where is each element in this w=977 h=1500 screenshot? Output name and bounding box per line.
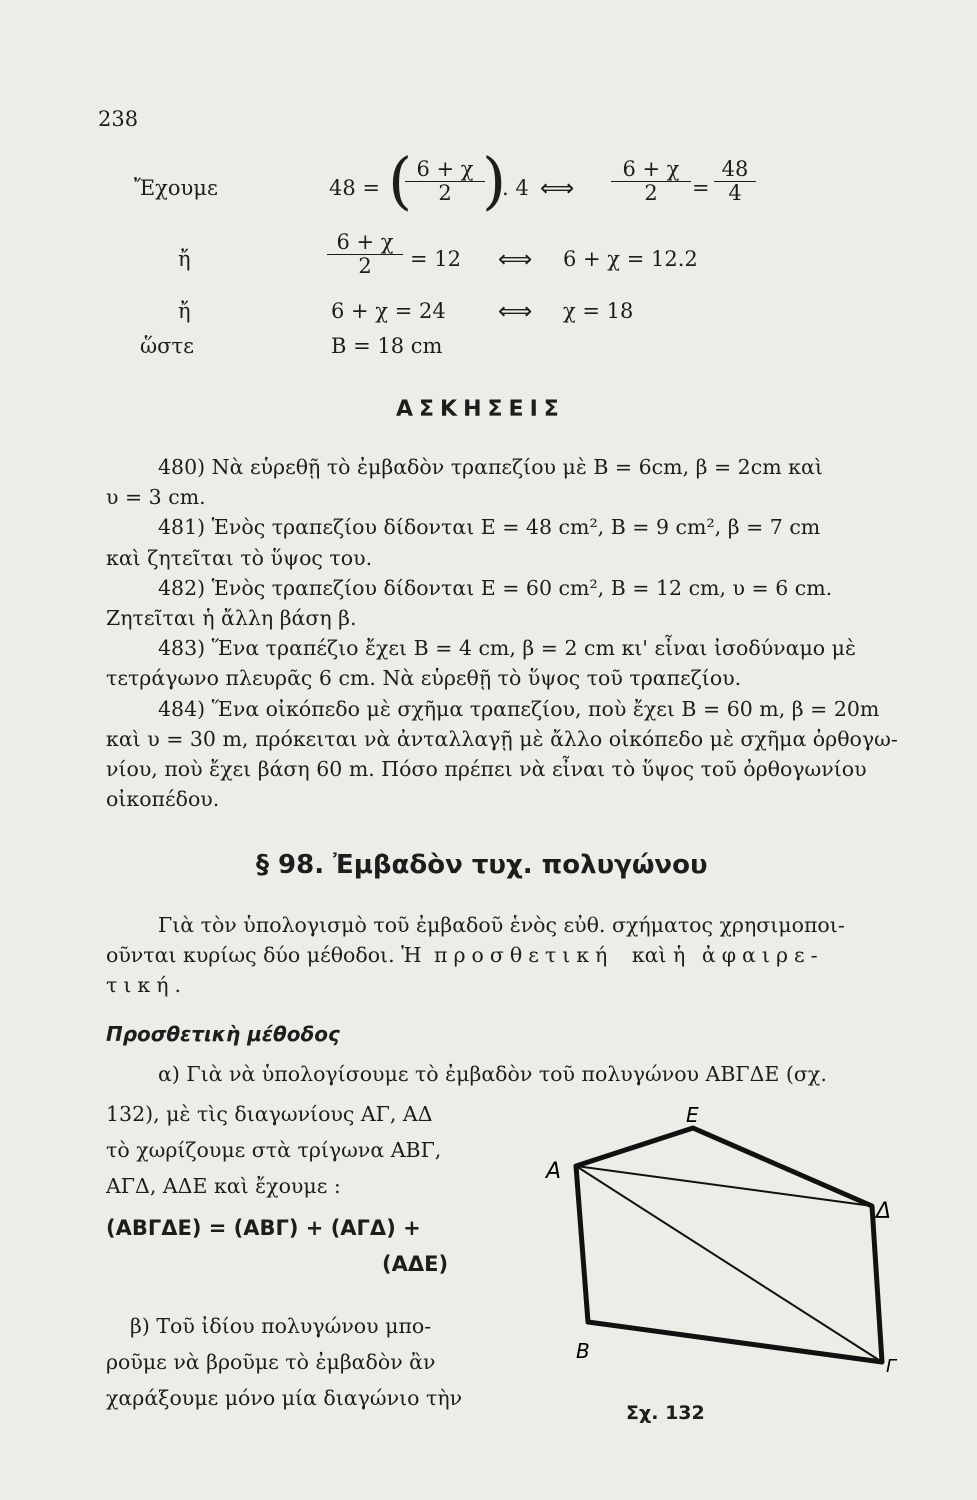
exercise-482: 482) Ἑνὸς τραπεζίου δίδονται Ε = 60 cm², Β = 12 cm, υ = 6 cm. bbox=[158, 575, 833, 600]
intro-line-3: τική. bbox=[106, 973, 187, 998]
fraction-3 bbox=[714, 158, 756, 205]
paren-open: ( bbox=[388, 144, 413, 217]
exercise-480-lead: 480) Νὰ εὑρεθῇ τὸ ἐμβαδὸν τραπεζίου μὲ Β = 6cm, β = 2cm καὶ bbox=[158, 455, 823, 479]
exercises-heading: ΑΣΚΗΣΕΙΣ bbox=[396, 397, 565, 422]
exercise-481: 481) Ἑνὸς τραπεζίου δίδονται Ε = 48 cm², Β = 9 cm², β = 7 cm bbox=[158, 515, 821, 540]
figure-caption: Σχ. 132 bbox=[626, 1402, 705, 1424]
vertex-label-g: Γ bbox=[886, 1356, 897, 1377]
exercise-484-cont-1: καὶ υ = 30 m, πρόκειται νὰ ἀνταλλαγῇ μὲ ἄλλο οἰκόπεδο μὲ σχῆμα ὀρθογω- bbox=[106, 726, 898, 751]
vertex-label-b: B bbox=[576, 1339, 590, 1363]
exercise-481-cont: καὶ ζητεῖται τὸ ὕψος του. bbox=[106, 545, 373, 570]
derivation-row2-right: 6 + χ = 12.2 bbox=[563, 247, 698, 271]
para-b-line-3: χαράξουμε μόνο μία διαγώνιο τὴν bbox=[106, 1386, 463, 1410]
derivation-eq: = bbox=[692, 176, 710, 200]
para-b-line-1: β) Τοῦ ἰδίου πολυγώνου μπο- bbox=[130, 1314, 432, 1338]
intro-line-2 bbox=[106, 940, 902, 970]
intro-and: καὶ ἡ bbox=[631, 943, 686, 968]
derivation-label-4: ὥστε bbox=[140, 334, 194, 358]
exercises-list bbox=[106, 452, 902, 814]
paren-close: ) bbox=[482, 144, 507, 217]
derivation-label-2: ἤ bbox=[178, 247, 191, 271]
equivalence-arrow-2: ⟺ bbox=[498, 245, 533, 273]
fraction-1-num: 6 + χ bbox=[405, 158, 485, 182]
figure-132 bbox=[540, 1100, 920, 1390]
vertex-label-a: A bbox=[546, 1159, 562, 1184]
fraction-1-den: 2 bbox=[438, 181, 452, 206]
derivation-row3-right: χ = 18 bbox=[563, 299, 634, 323]
diagonal-ag bbox=[576, 1166, 882, 1362]
exercise-483: 483) Ἕνα τραπέζιο ἔχει Β = 4 cm, β = 2 cm κι' εἶναι ἰσοδύναμο μὲ bbox=[158, 636, 856, 661]
fraction-1 bbox=[405, 158, 485, 205]
fraction-4-den: 2 bbox=[358, 254, 372, 279]
intro-word-subtractive: ἀφαιρε- bbox=[701, 943, 824, 968]
page-number: 238 bbox=[98, 107, 139, 131]
derivation-row3-left: 6 + χ = 24 bbox=[331, 299, 446, 323]
equivalence-arrow-3: ⟺ bbox=[498, 297, 533, 325]
derivation-label-3: ἤ bbox=[178, 299, 191, 323]
exercise-484-cont-3: οἰκοπέδου. bbox=[106, 787, 220, 812]
polygon-abgde bbox=[576, 1128, 882, 1362]
para-a-line-4: ΑΓΔ, ΑΔΕ καὶ ἔχουμε : bbox=[106, 1174, 341, 1198]
para-a-line-3: τὸ χωρίζουμε στὰ τρίγωνα ΑΒΓ, bbox=[106, 1138, 442, 1162]
fraction-3-num: 48 bbox=[714, 158, 756, 182]
section-title: § 98. Ἐμβαδὸν τυχ. πολυγώνου bbox=[256, 850, 708, 880]
exercise-480-cont: υ = 3 cm. bbox=[106, 485, 206, 510]
exercise-484-cont-2: νίου, ποὺ ἔχει βάση 60 m. Πόσο πρέπει νὰ εἶναι τὸ ὕψος τοῦ ὀρθογωνίου bbox=[106, 757, 867, 782]
fraction-2-den: 2 bbox=[644, 181, 658, 206]
para-a-line-2: 132), μὲ τὶς διαγωνίους ΑΓ, ΑΔ bbox=[106, 1102, 433, 1126]
vertex-label-e: E bbox=[686, 1103, 699, 1127]
vertex-label-d: Δ bbox=[876, 1199, 892, 1224]
para-b-line-2: ροῦμε νὰ βροῦμε τὸ ἐμβαδὸν ἂν bbox=[106, 1350, 436, 1374]
fraction-2 bbox=[611, 158, 691, 205]
intro-line-2-text: οῦνται κυρίως δύο μέθοδοι. Ἡ bbox=[106, 943, 422, 968]
exercise-480 bbox=[106, 452, 902, 482]
exercise-482-cont: Ζητεῖται ἡ ἄλλη βάση β. bbox=[106, 606, 357, 631]
equivalence-arrow-1: ⟺ bbox=[540, 174, 575, 202]
exercise-484: 484) Ἕνα οἰκόπεδο μὲ σχῆμα τραπεζίου, ποὺ ἔχει Β = 60 m, β = 20m bbox=[158, 696, 880, 721]
fraction-4-num: 6 + χ bbox=[327, 231, 403, 255]
derivation-lhs: 48 = bbox=[329, 176, 380, 200]
formula-line-2: (ΑΔΕ) bbox=[382, 1252, 449, 1276]
fraction-4 bbox=[327, 231, 403, 278]
formula-line-1: (ΑΒΓΔΕ) = (ΑΒΓ) + (ΑΓΔ) + bbox=[106, 1216, 421, 1240]
para-a-line-1: α) Γιὰ νὰ ὑπολογίσουμε τὸ ἐμβαδὸν τοῦ πολυγώνου ΑΒΓΔΕ (σχ. bbox=[158, 1062, 827, 1086]
derivation-result: Β = 18 cm bbox=[331, 334, 443, 358]
fraction-3-den: 4 bbox=[728, 181, 742, 206]
section-intro bbox=[106, 910, 902, 1001]
derivation-row2-rhs: = 12 bbox=[410, 247, 461, 271]
derivation-label-1: Ἔχουμε bbox=[134, 176, 218, 200]
derivation-mult: . 4 bbox=[502, 176, 529, 200]
intro-line-1: Γιὰ τὸν ὑπολογισμὸ τοῦ ἐμβαδοῦ ἑνὸς εὐθ. σχήματος χρησιμοποι- bbox=[158, 913, 845, 937]
fraction-2-num: 6 + χ bbox=[611, 158, 691, 182]
intro-word-additive: προσθετική bbox=[434, 943, 614, 968]
subheading: Προσθετικὴ μέθοδος bbox=[106, 1022, 340, 1046]
exercise-483-cont: τετράγωνο πλευρᾶς 6 cm. Νὰ εὑρεθῇ τὸ ὕψος τοῦ τραπεζίου. bbox=[106, 666, 742, 691]
